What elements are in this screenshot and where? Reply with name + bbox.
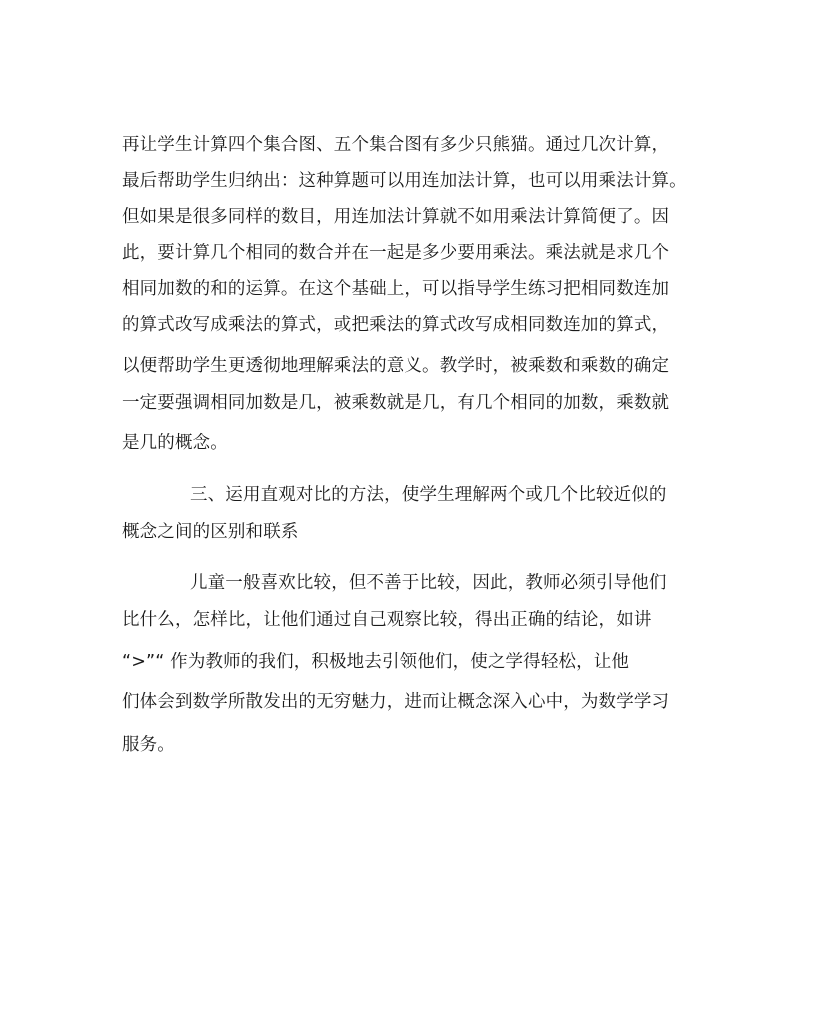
paragraph-1-line-6: 的算式改写成乘法的算式，或把乘法的算式改写成相同数连加的算式， — [122, 315, 670, 335]
paragraph-1-line-1: 再让学生计算四个集合图、五个集合图有多少只熊猫。通过几次计算， — [122, 135, 670, 155]
paragraph-2-line-3: “>”“ 作为教师的我们，积极地去引领他们，使之学得轻松，让他 — [122, 652, 630, 672]
section-heading-3-line-1: 三、运用直观对比的方法，使学生理解两个或几个比较近似的 — [190, 485, 667, 505]
paragraph-1-line-5: 相同加数的和的运算。在这个基础上，可以指导学生练习把相同数连加 — [122, 279, 670, 299]
paragraph-2-line-5: 服务。 — [122, 735, 175, 755]
paragraph-2-line-4: 们体会到数学所散发出的无穷魅力，进而让概念深入心中，为数学学习 — [122, 692, 670, 712]
paragraph-1-line-9: 是几的概念。 — [122, 433, 228, 453]
paragraph-2-line-1: 儿童一般喜欢比较，但不善于比较，因此，教师必须引导他们 — [190, 573, 667, 593]
paragraph-1-line-8: 一定要强调相同加数是几，被乘数就是几，有几个相同的加数，乘数就 — [122, 393, 670, 413]
paragraph-1-line-4: 此，要计算几个相同的数合并在一起是多少要用乘法。乘法就是求几个 — [122, 243, 670, 263]
section-heading-3-line-2: 概念之间的区别和联系 — [122, 522, 299, 542]
paragraph-2-line-2: 比什么，怎样比，让他们通过自己观察比较，得出正确的结论，如讲 — [122, 610, 652, 630]
paragraph-1-line-3: 但如果是很多同样的数目，用连加法计算就不如用乘法计算简便了。因 — [122, 207, 670, 227]
paragraph-1-line-2: 最后帮助学生归纳出：这种算题可以用连加法计算，也可以用乘法计算。 — [122, 171, 687, 191]
paragraph-1-line-7: 以便帮助学生更透彻地理解乘法的意义。教学时，被乘数和乘数的确定 — [122, 356, 670, 376]
